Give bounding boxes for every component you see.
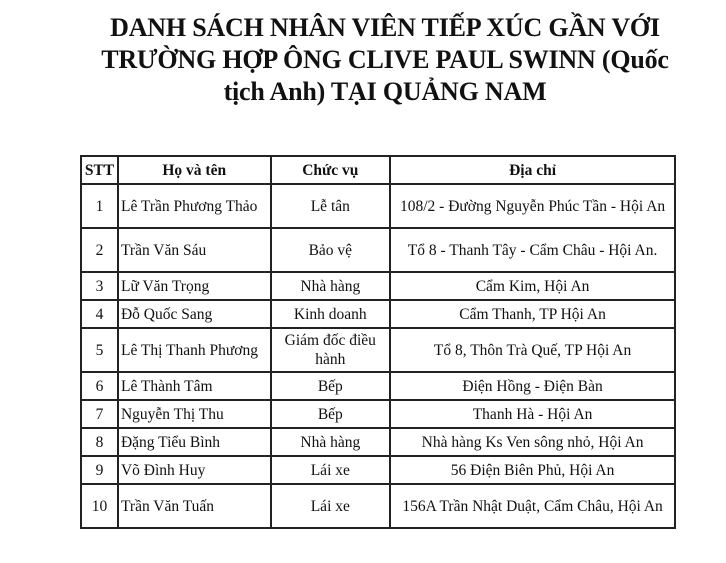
cell-address: 108/2 - Đường Nguyễn Phúc Tần - Hội An [390, 184, 675, 228]
cell-address: Điện Hồng - Điện Bàn [390, 372, 675, 400]
header-address: Địa chỉ [390, 156, 675, 184]
table-header-row [81, 156, 675, 184]
cell-stt: 2 [81, 228, 118, 272]
cell-stt: 4 [81, 300, 118, 328]
header-stt: STT [81, 156, 118, 184]
table-row [81, 272, 675, 300]
cell-position: Bếp [271, 400, 391, 428]
cell-address: Cẩm Thanh, TP Hội An [390, 300, 675, 328]
cell-name: Lữ Văn Trọng [118, 272, 271, 300]
cell-position: Lái xe [271, 456, 391, 484]
cell-address: 56 Điện Biên Phủ, Hội An [390, 456, 675, 484]
title-line-1: DANH SÁCH NHÂN VIÊN TIẾP XÚC GẦN VỚI [110, 13, 660, 42]
cell-stt: 6 [81, 372, 118, 400]
cell-address: Tổ 8 - Thanh Tây - Cẩm Châu - Hội An. [390, 228, 675, 272]
cell-position: Lễ tân [271, 184, 391, 228]
cell-position: Bếp [271, 372, 391, 400]
cell-stt: 7 [81, 400, 118, 428]
table-row [81, 456, 675, 484]
table-row [81, 372, 675, 400]
cell-name: Đặng Tiểu Bình [118, 428, 271, 456]
table-row [81, 300, 675, 328]
cell-name: Võ Đình Huy [118, 456, 271, 484]
cell-name: Đỗ Quốc Sang [118, 300, 271, 328]
cell-position: Nhà hàng [271, 272, 391, 300]
cell-name: Nguyễn Thị Thu [118, 400, 271, 428]
table-row [81, 184, 675, 228]
title-line-3: tịch Anh) TẠI QUẢNG NAM [223, 77, 547, 106]
cell-stt: 9 [81, 456, 118, 484]
cell-stt: 10 [81, 484, 118, 528]
cell-name: Trần Văn Tuấn [118, 484, 271, 528]
cell-address: Thanh Hà - Hội An [390, 400, 675, 428]
table-row [81, 400, 675, 428]
title-line-2: TRƯỜNG HỢP ÔNG CLIVE PAUL SWINN (Quốc [101, 45, 669, 74]
cell-stt: 8 [81, 428, 118, 456]
header-name: Họ và tên [118, 156, 271, 184]
table-row [81, 484, 675, 528]
cell-position: Giám đốc điều hành [271, 328, 391, 372]
cell-address: Tổ 8, Thôn Trà Quế, TP Hội An [390, 328, 675, 372]
header-position: Chức vụ [271, 156, 391, 184]
cell-stt: 5 [81, 328, 118, 372]
cell-stt: 1 [81, 184, 118, 228]
cell-name: Lê Thành Tâm [118, 372, 271, 400]
cell-address: Nhà hàng Ks Ven sông nhỏ, Hội An [390, 428, 675, 456]
cell-address: Cẩm Kim, Hội An [390, 272, 675, 300]
cell-position: Nhà hàng [271, 428, 391, 456]
cell-position: Kinh doanh [271, 300, 391, 328]
cell-position: Lái xe [271, 484, 391, 528]
cell-name: Trần Văn Sáu [118, 228, 271, 272]
cell-address: 156A Trần Nhật Duật, Cẩm Châu, Hội An [390, 484, 675, 528]
table-row [81, 328, 675, 372]
cell-stt: 3 [81, 272, 118, 300]
cell-position: Bảo vệ [271, 228, 391, 272]
document-title [70, 12, 700, 108]
cell-name: Lê Thị Thanh Phương [118, 328, 271, 372]
table-row [81, 428, 675, 456]
cell-name: Lê Trần Phương Thảo [118, 184, 271, 228]
employee-contact-table [80, 155, 676, 529]
table-row [81, 228, 675, 272]
